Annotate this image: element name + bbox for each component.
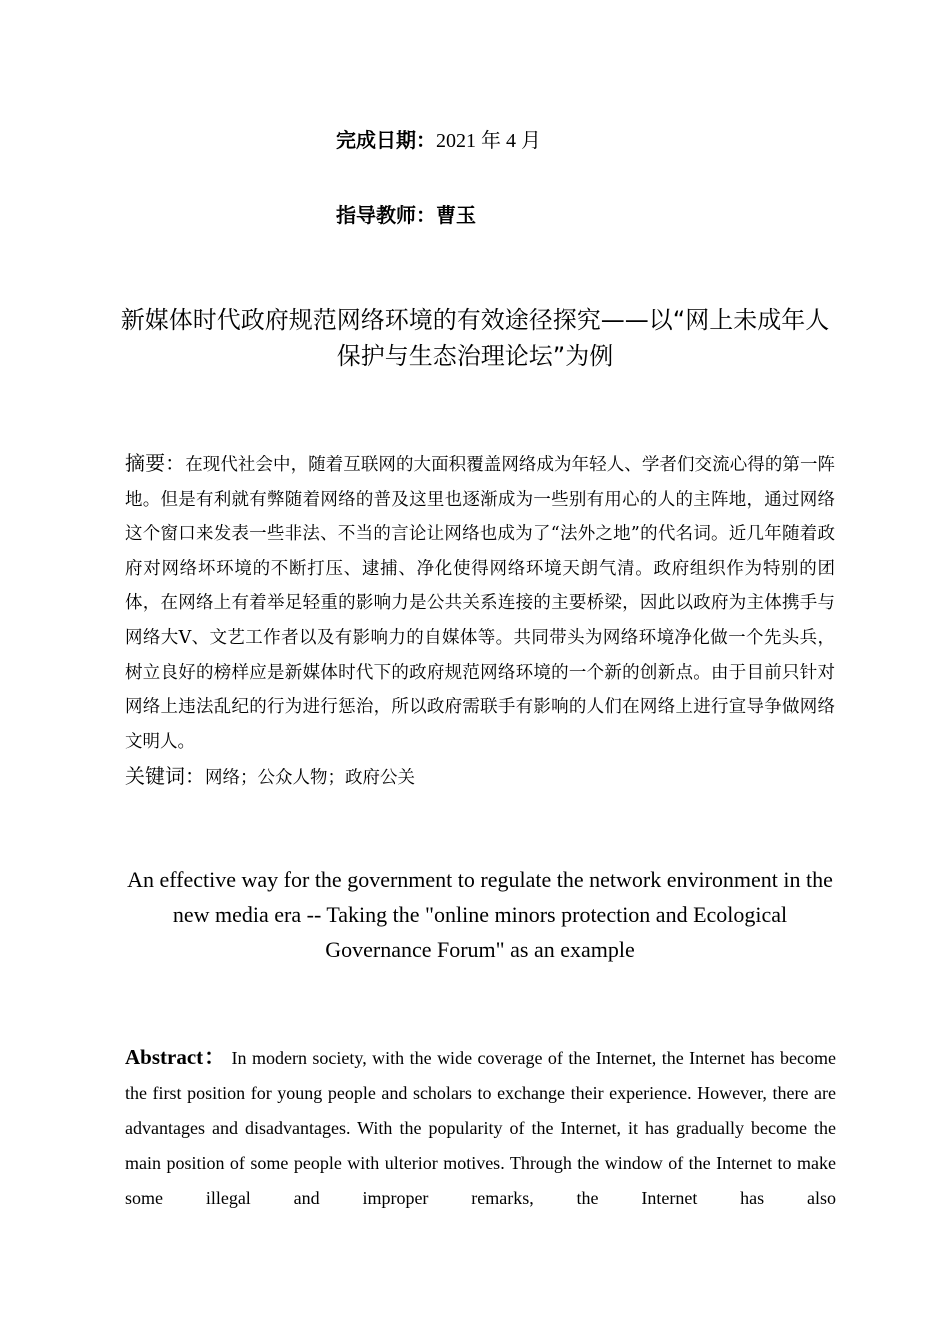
chinese-abstract-text: 在现代社会中，随着互联网的大面积覆盖网络成为年轻人、学者们交流心得的第一阵地。但是有利就有弊随着网络的普及这里也逐渐成为一些别有用心的人的主阵地，通过网络这个窗口来发表一些非法、不当的言论让网络也成为了“法外之地”的代名词。近几年随着政府对网络坏环境的不断打压、逮捕、净化使得网络环境天朗气清。政府组织作为特别的团体，在网络上有着举足轻重的影响力是公共关系连接的主要桥梁，因此以政府为主体携手与网络大V、文艺工作者以及有影响力的自媒体等。共同带头为网络环境净化做一个先头兵，树立良好的榜样应是新媒体时代下的政府规范网络环境的一个新的创新点。由于目前只针对网络上违法乱纪的行为进行惩治，所以政府需联手有影响的人们在网络上进行宣导争做网络文明人。	[125, 455, 836, 752]
chinese-title: 新媒体时代政府规范网络环境的有效途径探究——以“网上未成年人保护与生态治理论坛”为例	[120, 306, 830, 370]
chinese-keywords-label: 关键词：	[125, 764, 205, 788]
english-abstract	[125, 1040, 836, 1216]
advisor-value: 曹玉	[436, 203, 476, 227]
advisor-label: 指导教师：	[336, 203, 436, 227]
completion-date-value: 2021 年 4 月	[436, 130, 541, 152]
english-title: An effective way for the government to regulate the network environment in the new media era -- Taking the "online minors protection and Ecological Governance Forum" as an example	[127, 867, 833, 962]
chinese-abstract	[125, 446, 835, 759]
chinese-keywords	[125, 760, 835, 794]
advisor	[336, 202, 476, 228]
chinese-abstract-label: 摘要：	[125, 451, 186, 475]
completion-date-label: 完成日期：	[336, 128, 436, 152]
chinese-keywords-text: 网络；公众人物；政府公关	[205, 768, 415, 788]
completion-date	[336, 127, 541, 154]
english-abstract-label: Abstract：	[125, 1045, 227, 1069]
english-abstract-text: In modern society, with the wide coverage of the Internet, the Internet has become the first position for young people and scholars to exchange their experience. However, there are advantages and disadvantages. With the popularity of the Internet, it has gradually become the main position of some people with ulterior motives. Through the window of the Internet to make some illegal and improper remarks, the Internet has also	[125, 1048, 836, 1208]
